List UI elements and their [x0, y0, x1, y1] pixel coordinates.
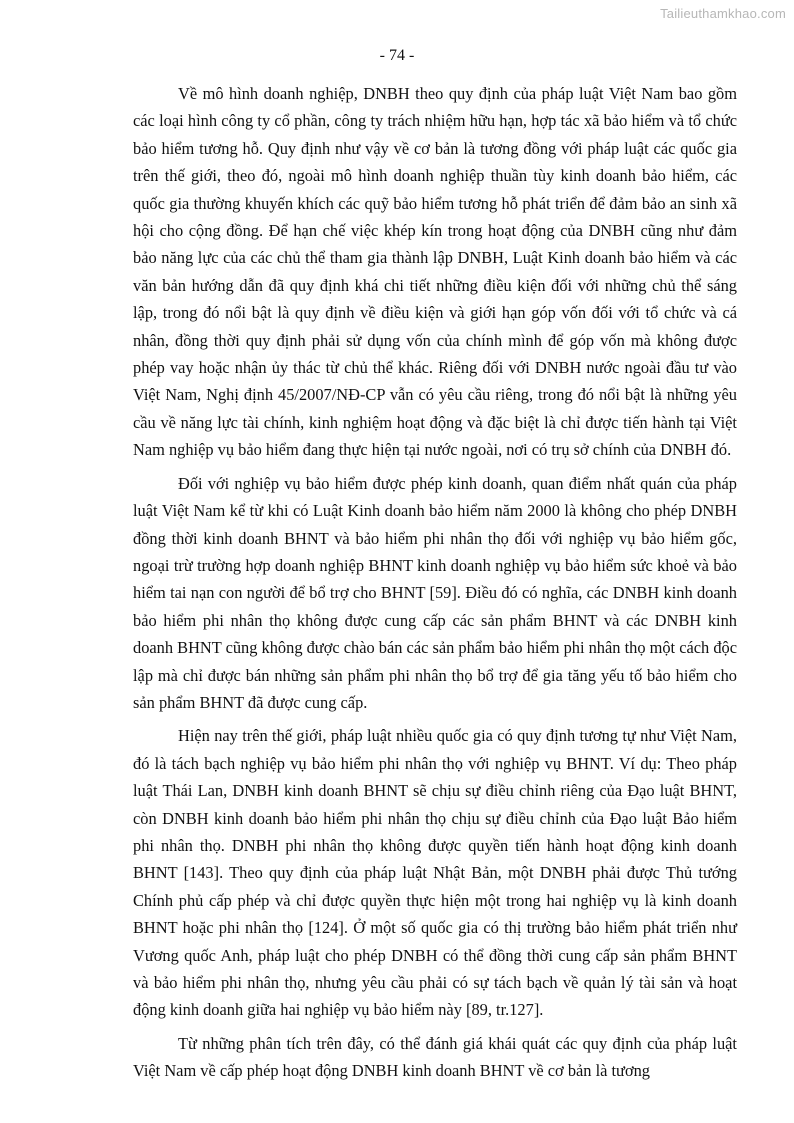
- document-body: [133, 80, 737, 1091]
- paragraph-international-comparison: Hiện nay trên thế giới, pháp luật nhiều quốc gia có quy định tương tự như Việt Nam, đó là tách bạch nghiệp vụ bảo hiểm phi nhân thọ với nghiệp vụ BHNT. Ví dụ: Theo pháp luật Thái Lan, DNBH kinh doanh BHNT sẽ chịu sự điều chỉnh riêng của Đạo luật BHNT, còn DNBH kinh doanh bảo hiểm phi nhân thọ chịu sự điều chỉnh của Đạo luật Bảo hiểm phi nhân thọ. DNBH phi nhân thọ không được quyền tiến hành hoạt động kinh doanh BHNT [143]. Theo quy định của pháp luật Nhật Bản, một DNBH phải được Thủ tướng Chính phủ cấp phép và chỉ được quyền thực hiện một trong hai nghiệp vụ là kinh doanh BHNT hoặc phi nhân thọ [124]. Ở một số quốc gia có thị trường bảo hiểm phát triển như Vương quốc Anh, pháp luật cho phép DNBH có thể đồng thời cung cấp sản phẩm BHNT và bảo hiểm phi nhân thọ, nhưng yêu cầu phải có sự tách bạch về quản lý tài sản và hoạt động kinh doanh giữa hai nghiệp vụ bảo hiểm này [89, tr.127].: [133, 726, 737, 1020]
- paragraph-permitted-lines: Đối với nghiệp vụ bảo hiểm được phép kinh doanh, quan điểm nhất quán của pháp luật Việt Nam kể từ khi có Luật Kinh doanh bảo hiểm năm 2000 là không cho phép DNBH đồng thời kinh doanh BHNT và bảo hiểm phi nhân thọ đối với nghiệp vụ bảo hiểm gốc, ngoại trừ trường hợp doanh nghiệp BHNT kinh doanh nghiệp vụ bảo hiểm sức khoẻ và bảo hiểm tai nạn con người để bổ trợ cho BHNT [59]. Điều đó có nghĩa, các DNBH kinh doanh bảo hiểm phi nhân thọ không được cung cấp các sản phẩm BHNT và các DNBH kinh doanh BHNT cũng không được chào bán các sản phẩm bảo hiểm phi nhân thọ một cách độc lập mà chỉ được bán những sản phẩm phi nhân thọ bổ trợ để gia tăng yếu tố bảo hiểm cho sản phẩm BHNT đã được cung cấp.: [133, 473, 737, 712]
- page-number: - 74 -: [379, 47, 415, 64]
- watermark: Tailieuthamkhao.com: [660, 6, 786, 21]
- paragraph-business-model: Về mô hình doanh nghiệp, DNBH theo quy định của pháp luật Việt Nam bao gồm các loại hình công ty cổ phần, công ty trách nhiệm hữu hạn, hợp tác xã bảo hiểm và tổ chức bảo hiểm tương hỗ. Quy định như vậy về cơ bản là tương đồng với pháp luật các quốc gia trên thế giới, theo đó, ngoài mô hình doanh nghiệp thuần tùy kinh doanh bảo hiểm, các quốc gia thường khuyến khích các quỹ bảo hiểm tương hỗ phát triển để đảm bảo an sinh xã hội cho cộng đồng. Để hạn chế việc khép kín trong hoạt động của DNBH cũng như đảm bảo năng lực của các chủ thể tham gia thành lập DNBH, Luật Kinh doanh bảo hiểm và các văn bản hướng dẫn đã quy định khá chi tiết những điều kiện đối với những chủ thể sáng lập, trong đó nổi bật là quy định về điều kiện và giới hạn góp vốn đối với tổ chức và cá nhân, đồng thời quy định phải sử dụng vốn của chính mình để góp vốn mà không được phép vay hoặc nhận ủy thác từ chủ thể khác. Riêng đối với DNBH nước ngoài đầu tư vào Việt Nam, Nghị định 45/2007/NĐ-CP vẫn có yêu cầu riêng, trong đó nổi bật là những yêu cầu về năng lực tài chính, kinh nghiệm hoạt động và đặc biệt là chỉ được tiến hành tại Việt Nam nghiệp vụ bảo hiểm đang thực hiện tại nước ngoài, nơi có trụ sở chính của DNBH đó.: [133, 84, 737, 460]
- paragraph-assessment: Từ những phân tích trên đây, có thể đánh giá khái quát các quy định của pháp luật Việt Nam về cấp phép hoạt động DNBH kinh doanh BHNT về cơ bản là tương: [133, 1033, 737, 1081]
